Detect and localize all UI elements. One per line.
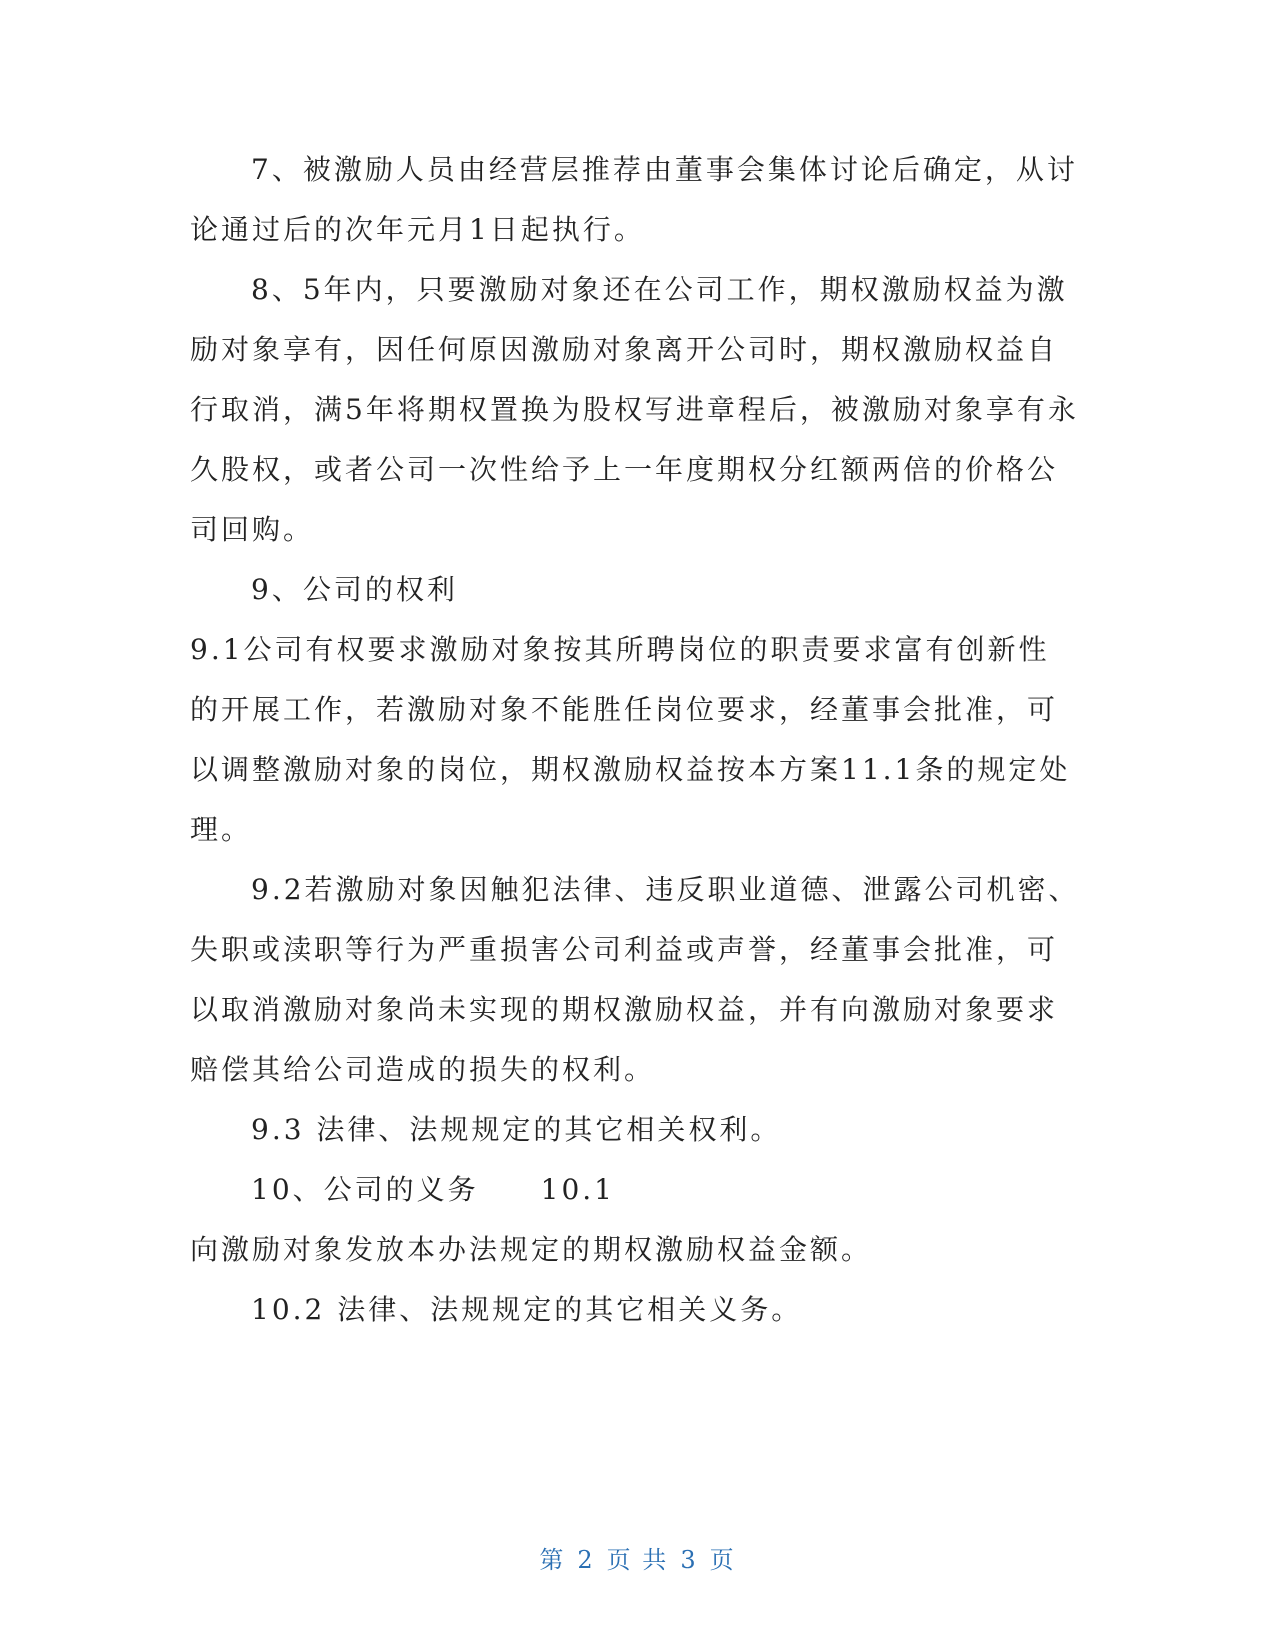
paragraph-10-1: 向激励对象发放本办法规定的期权激励权益金额。 [190, 1233, 873, 1266]
document-body [190, 140, 1080, 1340]
section-heading-obligations: 10、公司的义务 10.1 [251, 1173, 615, 1206]
total-pages-number: 3 [680, 1546, 698, 1574]
footer-suffix: 页 [709, 1546, 736, 1574]
paragraph-7: 7、被激励人员由经营层推荐由董事会集体讨论后确定，从讨论通过后的次年元月1日起执行。 [190, 153, 1078, 246]
paragraph-10-2: 10.2 法律、法规规定的其它相关义务。 [251, 1293, 803, 1326]
current-page-number: 2 [577, 1546, 595, 1574]
page-footer [0, 1540, 1275, 1575]
footer-middle: 页 共 [606, 1546, 669, 1574]
section-heading-rights: 9、公司的权利 [251, 573, 458, 606]
paragraph-9-3: 9.3 法律、法规规定的其它相关权利。 [251, 1113, 782, 1146]
footer-prefix: 第 [539, 1546, 566, 1574]
paragraph-8: 8、5年内，只要激励对象还在公司工作，期权激励权益为激励对象享有，因任何原因激励对象离开公司时，期权激励权益自行取消，满5年将期权置换为股权写进章程后，被激励对象享有永久股权，或者公司一次性给予上一年度期权分红额两倍的价格公司回购。 [190, 273, 1079, 546]
paragraph-9-1: 9.1公司有权要求激励对象按其所聘岗位的职责要求富有创新性的开展工作，若激励对象不能胜任岗位要求，经董事会批准，可以调整激励对象的岗位，期权激励权益按本方案11.1条的规定处理。 [190, 633, 1071, 846]
paragraph-9-2: 9.2若激励对象因触犯法律、违反职业道德、泄露公司机密、失职或渎职等行为严重损害公司利益或声誉，经董事会批准，可以取消激励对象尚未实现的期权激励权益，并有向激励对象要求赔偿其给公司造成的损失的权利。 [190, 873, 1080, 1086]
